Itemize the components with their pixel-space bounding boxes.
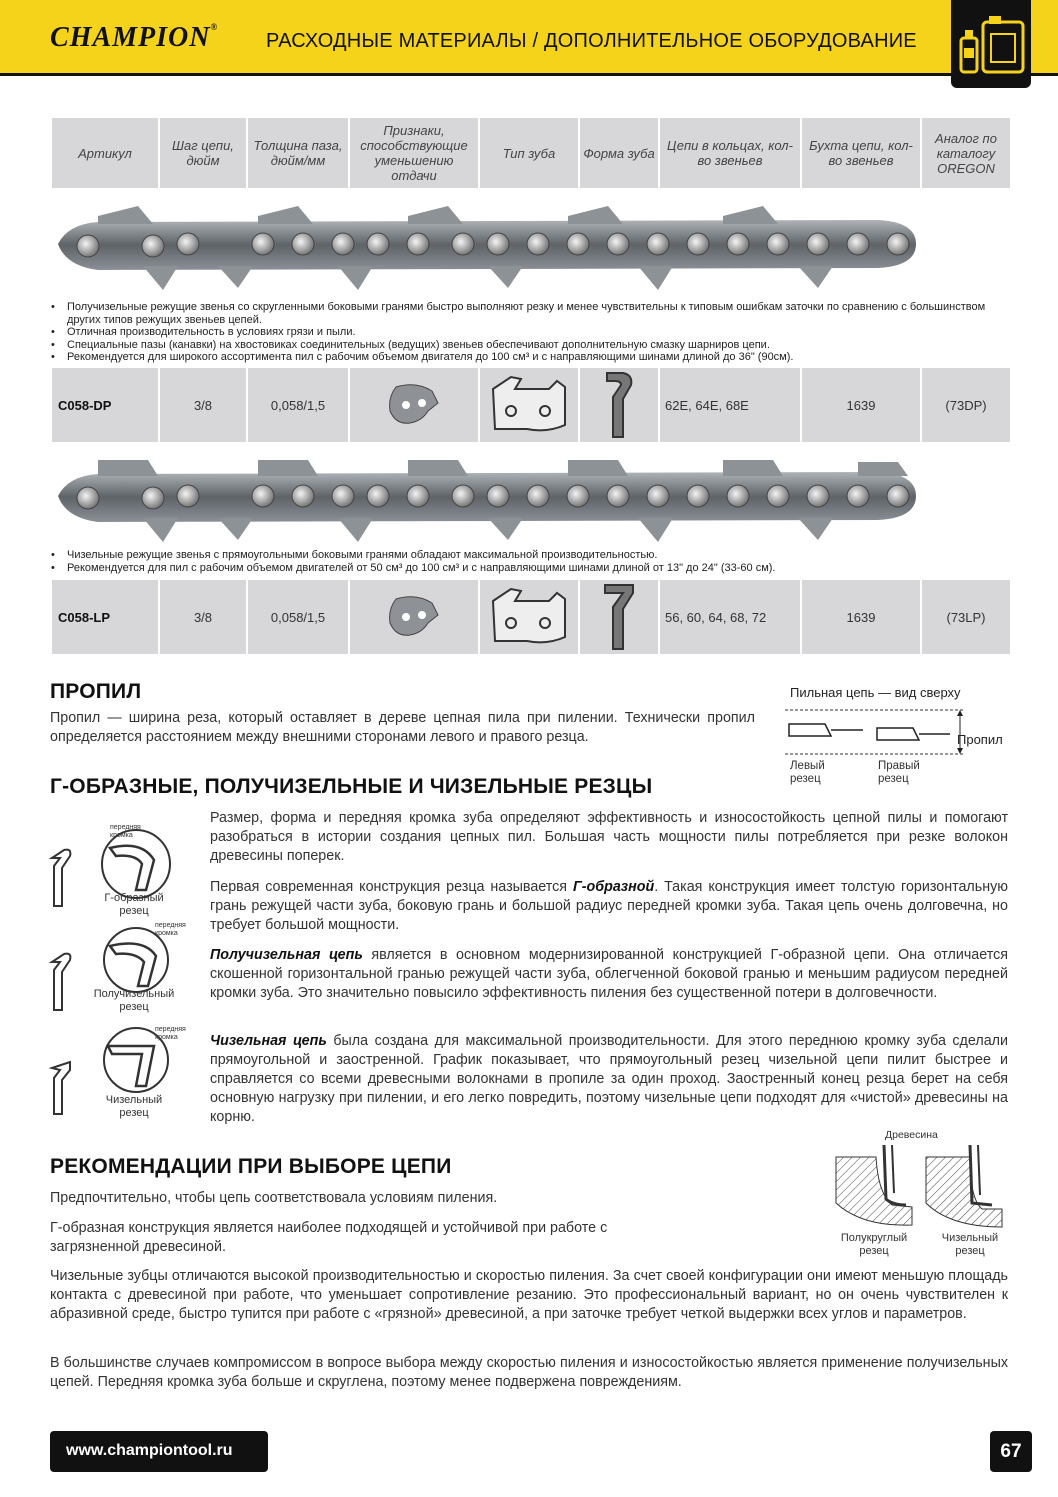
cell-oregon: (73LP) [922,580,1010,654]
cutters-paragraph-4: Чизельная цепь была создана для максимальной производительности. Для этого переднюю кромку зуба сделали прямоугольной и заостренной. График показывает, что прямоугольный резец чизельной цепи пилит быстрее и справляется со всеми древесными волокнами в пропиле за один проход. Заостренный конец резца берет на себя основную нагрузку при пилении, и его легко повредить, поэтому чизельные цепи подходят для «чистой» древесины на корню. [210,1033,1008,1125]
col-kickback: Признаки, способствующие уменьшению отдачи [350,118,478,188]
chisel-cutter-label: Чизельный резец [105,1094,163,1119]
recommend-heading: РЕКОМЕНДАЦИИ ПРИ ВЫБОРЕ ЦЕПИ [50,1155,452,1178]
right-cutter-label: Правый резец [878,760,920,785]
recommend-paragraph-3: Чизельные зубцы отличаются высокой производительностью и скоростью пиления. За счет своей конфигурации они имеют меньшую площадь контакта с древесиной при работе, что уменьшает сопротивление резанию. Это профессиональный вариант, но он очень чувствителен к абразивной среде, быстро тупится при работе с «грязной» древесиной, а при заточке требует четкой выдержки всех углов и параметров. [50,1268,1008,1322]
semi-chisel-shape-icon [599,369,639,439]
leading-edge-label: передняя кромка [110,824,141,839]
leading-edge-label: передняя кромка [155,1026,186,1041]
saw-chain-lp-image [58,448,918,548]
leading-edge-label: передняя кромка [155,922,186,937]
kerf-heading: ПРОПИЛ [50,680,142,703]
chisel-cutter-label-2: Чизельный резец [941,1232,999,1257]
cell-tooth-type [480,368,578,442]
col-article: Артикул [52,118,158,188]
kickback-link-icon [386,593,442,639]
semi-round-cutter-label: Полукруглый резец [840,1232,908,1257]
spec-table-header [50,116,1012,190]
dp-features-list [50,301,1010,364]
kerf-text: Пропил — ширина реза, который оставляет в дереве цепная пила при пилении. Технически пропил определяется расстоянием между внешними сторонами левого и правого резца. [50,710,755,745]
website-link[interactable]: www.championtool.ru [50,1431,268,1472]
page-number: 67 [990,1431,1032,1472]
cutters-paragraph-3: Получизельная цепь является в основном модернизированной конструкцией Г-образной цепи. Она отличается скошенной горизонтальной гранью режущей части зуба, облегченной боковой гранью и меньшим радиусом передней кромки зуба. Это значительно повысило эффективность пиления без существенной потери в долговечности. [210,947,1008,1001]
cutters-paragraph-1: Размер, форма и передняя кромка зуба определяют эффективность и износостойкость цепной пилы и помогают разобраться в истории создания цепных пил. Большая часть мощности пилы потребляется при резке волокон древесины поперек. [210,810,1008,864]
cell-gauge: 0,058/1,5 [248,368,348,442]
cutters-paragraph-2: Первая современная конструкция резца называется Г-образной. Такая конструкция имеет толстую горизонтальную грань режущей части зуба, боковую грань и большой радиус передней кромки зуба. Такая цепь очень долговечна, но требует большой мощности. [210,879,1008,933]
cell-article: C058-LP [52,580,158,654]
recommend-paragraph-1: Предпочтительно, чтобы цепь соответствовала условиям пиления. [50,1190,498,1206]
cell-gauge: 0,058/1,5 [248,580,348,654]
kerf-diagram [785,702,965,760]
cell-loops: 62E, 64E, 68E [660,368,800,442]
tooth-type-icon [487,371,571,437]
recommend-paragraph-4: В большинстве случаев компромиссом в вопросе выбора между скоростью пиления и износостойкостью является применение получизельных цепей. Передняя кромка зуба больше и скруглена, поэтому менее подвержена повреждениям. [50,1355,1008,1390]
section-title: РАСХОДНЫЕ МАТЕРИАЛЫ / ДОПОЛНИТЕЛЬНОЕ ОБОРУДОВАНИЕ [266,30,917,52]
cell-kickback [350,580,478,654]
kickback-link-icon [386,381,442,427]
cell-tooth-type [480,580,578,654]
col-gauge: Толщина паза, дюйм/мм [248,118,348,188]
table-row-c058-dp [50,366,1012,444]
list-item: • Рекомендуется для пил с рабочим объемом двигателей от 50 см³ до 100 см³ и с направляющими шинами длиной от 13" до 24" (33-60 см). [50,562,1010,575]
kerf-label: Пропил [957,732,1003,747]
cell-reel: 1639 [802,580,920,654]
recommend-paragraph-2: Г-образная конструкция является наиболее подходящей и устойчивой при работе с загрязненной древесиной. [50,1220,608,1255]
col-reel: Бухта цепи, кол-во звеньев [802,118,920,188]
left-cutter-label: Левый резец [790,760,825,785]
col-pitch: Шаг цепи, дюйм [160,118,246,188]
cell-pitch: 3/8 [160,368,246,442]
lp-features-list [50,549,1010,574]
saw-chain-dp-image [58,196,918,296]
cutters-heading: Г-ОБРАЗНЫЕ, ПОЛУЧИЗЕЛЬНЫЕ И ЧИЗЕЛЬНЫЕ РЕЗЦЫ [50,775,653,798]
col-loops: Цепи в кольцах, кол-во звеньев [660,118,800,188]
list-item: • Получизельные режущие звенья со скругленными боковыми гранями быстро выполняют резку и менее чувствительны к типовым ошибкам заточки по сравнению с большинством других типов режущих звеньев цепей. [50,301,1010,326]
cell-tooth-shape [580,368,658,442]
chipper-cutter-label: Г-образный резец [104,892,164,917]
cell-pitch: 3/8 [160,580,246,654]
tooth-type-icon [487,583,571,649]
chisel-shape-icon [599,581,639,651]
cell-tooth-shape [580,580,658,654]
brand-logo: CHAMPION® [50,22,219,53]
cell-reel: 1639 [802,368,920,442]
col-tooth-type: Тип зуба [480,118,578,188]
list-item: • Рекомендуется для широкого ассортимента пил с рабочим объемом двигателя до 100 см³ и с направляющими шинами длиной до 36" (90см). [50,351,1010,364]
cell-kickback [350,368,478,442]
col-oregon: Аналог по каталогу OREGON [922,118,1010,188]
cell-oregon: (73DP) [922,368,1010,442]
list-item: • Отличная производительность в условиях грязи и пыли. [50,326,1010,339]
oil-canister-icon [951,0,1031,88]
wood-cut-figure [832,1143,1010,1233]
col-tooth-shape: Форма зуба [580,118,658,188]
table-row-c058-lp [50,578,1012,656]
wood-label: Древесина [885,1129,938,1141]
list-item: • Специальные пазы (канавки) на хвостовиках соединительных (ведущих) звеньев обеспечивают дополнительную смазку шарниров цепи. [50,339,1010,352]
kerf-diagram-title: Пильная цепь — вид сверху [790,685,961,700]
cell-loops: 56, 60, 64, 68, 72 [660,580,800,654]
cell-article: C058-DP [52,368,158,442]
semi-chisel-cutter-label: Получизельный резец [93,988,175,1013]
list-item: • Чизельные режущие звенья с прямоугольными боковыми гранями обладают максимальной производительностью. [50,549,1010,562]
